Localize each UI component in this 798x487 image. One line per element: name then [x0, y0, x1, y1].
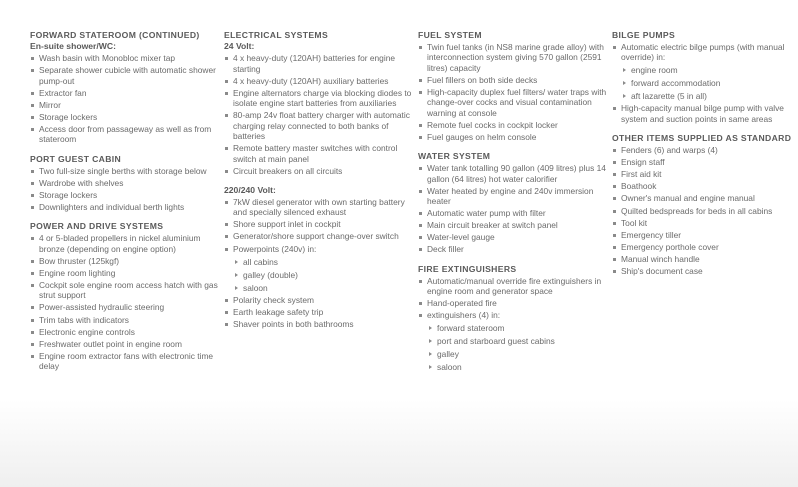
list-item: Ship's document case [612, 266, 792, 276]
list-item: 4 x heavy-duty (120AH) batteries for engine starting [224, 53, 418, 74]
list-item: Fuel gauges on helm console [418, 132, 612, 142]
section-heading: OTHER ITEMS SUPPLIED AS STANDARD [612, 133, 792, 144]
section-forward-stateroom [30, 30, 224, 145]
list-item: Polarity check system [224, 295, 418, 305]
section-heading: FUEL SYSTEM [418, 30, 482, 40]
list-item: Emergency porthole cover [612, 242, 792, 252]
sub-list-item: forward accommodation [623, 78, 792, 88]
list-item: 4 x heavy-duty (120AH) auxiliary batteries [224, 76, 418, 86]
list-item: Boathook [612, 181, 792, 191]
list-item: Water heated by engine and 240v immersion heater [418, 186, 612, 207]
list-item: Wardrobe with shelves [30, 178, 224, 188]
column-2 [224, 30, 418, 487]
list-item: High-capacity manual bilge pump with valve system and suction points in same areas [612, 103, 792, 124]
list-item: Storage lockers [30, 190, 224, 200]
list-item: Twin fuel tanks (in NS8 marine grade alloy) with interconnection system giving 570 gallon (2591 litres) capacity [418, 42, 612, 73]
list-item: Tool kit [612, 218, 792, 228]
sub-list-item: all cabins [235, 257, 418, 267]
sub-list-item: saloon [235, 283, 418, 293]
section-power-drive [30, 221, 224, 371]
list-item: Fuel fillers on both side decks [418, 75, 612, 85]
list-item: Automatic/manual override fire extinguishers in engine room and generator space [418, 276, 612, 297]
sub-list-item: galley [429, 349, 612, 359]
list-item [224, 244, 418, 293]
list-item: Deck filler [418, 244, 612, 254]
column-1 [30, 30, 224, 487]
sub-list-item: saloon [429, 362, 612, 372]
list-item-label: extinguishers (4) in: [427, 310, 501, 321]
item-list [612, 145, 792, 276]
item-list [612, 42, 792, 124]
column-4 [612, 30, 792, 487]
list-item: Extractor fan [30, 88, 224, 98]
sub-list-item: port and starboard guest cabins [429, 336, 612, 346]
list-item: Remote fuel cocks in cockpit locker [418, 120, 612, 130]
list-item: Engine alternators charge via blocking diodes to isolate engine start batteries from auxiliaries [224, 88, 418, 109]
sub-list [621, 65, 792, 101]
section-heading: ELECTRICAL SYSTEMS [224, 30, 329, 40]
sub-list-item: galley (double) [235, 270, 418, 280]
item-list [30, 233, 224, 371]
list-item: Water-level gauge [418, 232, 612, 242]
list-item [418, 310, 612, 372]
list-item: Engine room lighting [30, 268, 224, 278]
list-item-label: Automatic electric bilge pumps (with manual override) in: [621, 41, 785, 63]
list-item: Separate shower cubicle with automatic shower pump-out [30, 65, 224, 86]
section-heading: BILGE PUMPS [612, 30, 676, 40]
sub-list-item: forward stateroom [429, 323, 612, 333]
list-item: Bow thruster (125kgf) [30, 256, 224, 266]
list-item: Remote battery master switches with control switch at main panel [224, 143, 418, 164]
list-item: Engine room extractor fans with electronic time delay [30, 351, 224, 372]
sub-list-item: aft lazarette (5 in all) [623, 91, 792, 101]
list-item: Downlighters and individual berth lights [30, 202, 224, 212]
list-item: High-capacity duplex fuel filters/ water traps with change-over cocks and visual contamination warning at console [418, 87, 612, 118]
list-item: Storage lockers [30, 112, 224, 122]
list-item [612, 42, 792, 102]
list-item: Fenders (6) and warps (4) [612, 145, 792, 155]
list-item: Ensign staff [612, 157, 792, 167]
section-water-system [418, 151, 612, 255]
list-item: Automatic water pump with filter [418, 208, 612, 218]
section-heading: PORT GUEST CABIN [30, 153, 122, 164]
item-list [224, 197, 418, 329]
section-electrical-240v [224, 185, 418, 329]
item-list [30, 53, 224, 145]
section-subheading: 220/240 Volt: [224, 185, 276, 195]
item-list [418, 163, 612, 255]
sub-list [427, 323, 612, 372]
item-list [224, 53, 418, 176]
section-heading: FIRE EXTINGUISHERS [418, 263, 517, 274]
section-electrical-24v [224, 30, 418, 176]
section-heading: WATER SYSTEM [418, 151, 491, 162]
section-heading: POWER AND DRIVE SYSTEMS [30, 221, 164, 232]
item-list [418, 42, 612, 142]
sub-list-item: engine room [623, 65, 792, 75]
list-item: Electronic engine controls [30, 327, 224, 337]
list-item: Generator/shore support change-over switch [224, 231, 418, 241]
list-item: Manual winch handle [612, 254, 792, 264]
list-item: Wash basin with Monobloc mixer tap [30, 53, 224, 63]
section-fire-extinguishers [418, 264, 612, 373]
section-other-items [612, 133, 792, 276]
list-item: Shore support inlet in cockpit [224, 219, 418, 229]
list-item: Freshwater outlet point in engine room [30, 339, 224, 349]
section-heading: FORWARD STATEROOM (CONTINUED) [30, 30, 200, 40]
list-item: Hand-operated fire [418, 298, 612, 308]
list-item: Cockpit sole engine room access hatch with gas strut support [30, 280, 224, 301]
section-port-guest-cabin [30, 154, 224, 213]
section-subheading: 24 Volt: [224, 41, 255, 52]
list-item: Circuit breakers on all circuits [224, 166, 418, 176]
list-item: Owner's manual and engine manual [612, 193, 792, 203]
list-item: 7kW diesel generator with own starting battery and specially silenced exhaust [224, 197, 418, 218]
list-item: First aid kit [612, 169, 792, 179]
sub-list [233, 257, 418, 293]
section-subheading: En-suite shower/WC: [30, 41, 116, 52]
section-bilge-pumps [612, 30, 792, 124]
item-list [418, 276, 612, 373]
item-list [30, 166, 224, 213]
list-item: 80-amp 24v float battery charger with automatic charging relay connected to both banks of batteries [224, 110, 418, 141]
section-fuel-system [418, 30, 612, 142]
list-item: Power-assisted hydraulic steering [30, 302, 224, 312]
list-item: Shaver points in both bathrooms [224, 319, 418, 329]
column-3 [418, 30, 612, 487]
list-item: Mirror [30, 100, 224, 110]
list-item: 4 or 5-bladed propellers in nickel aluminium bronze (depending on engine option) [30, 233, 224, 254]
list-item: Trim tabs with indicators [30, 315, 224, 325]
list-item: Main circuit breaker at switch panel [418, 220, 612, 230]
list-item-label: Powerpoints (240v) in: [233, 243, 317, 254]
list-item: Emergency tiller [612, 230, 792, 240]
list-item: Water tank totalling 90 gallon (409 litres) plus 14 gallon (64 litres) hot water calorifier [418, 163, 612, 184]
list-item: Access door from passageway as well as from stateroom [30, 124, 224, 145]
list-item: Quilted bedspreads for beds in all cabins [612, 206, 792, 216]
list-item: Earth leakage safety trip [224, 307, 418, 317]
list-item: Two full-size single berths with storage below [30, 166, 224, 176]
